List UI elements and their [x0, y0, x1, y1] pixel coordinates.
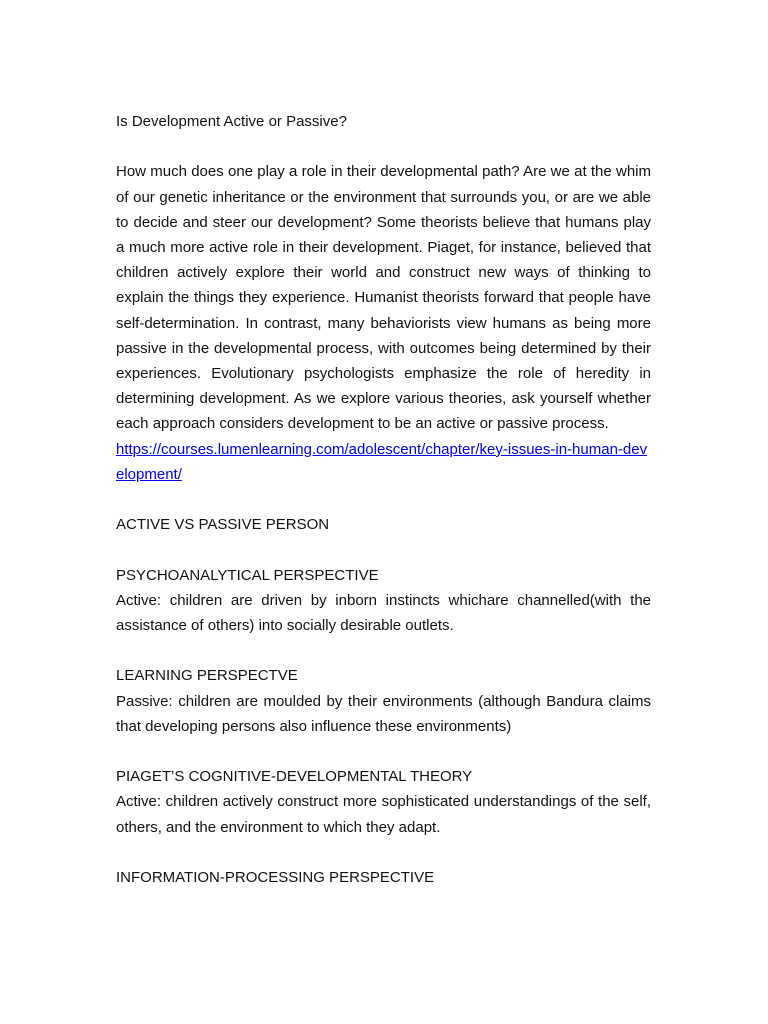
perspective-heading: INFORMATION-PROCESSING PERSPECTIVE — [116, 869, 435, 886]
source-link[interactable]: https://courses.lumenlearning.com/adolescent/chapter/key-issues-in-human-development/ — [116, 440, 648, 483]
perspective-block — [116, 865, 651, 890]
perspective-heading: PIAGET’S COGNITIVE-DEVELOPMENTAL THEORY — [116, 768, 473, 786]
perspective-description: Active: children are driven by inborn instincts whichare channelled(with the assistance of others) into socially desirable outlets. — [116, 591, 651, 635]
document-body — [116, 109, 651, 890]
spacer — [116, 840, 651, 865]
spacer — [116, 537, 651, 562]
perspective-block — [116, 663, 651, 739]
perspective-heading: LEARNING PERSPECTVE — [116, 667, 298, 685]
source-link-wrapper — [116, 437, 651, 487]
spacer — [116, 638, 651, 663]
perspective-block — [116, 563, 651, 639]
perspective-description: Passive: children are moulded by their environments (although Bandura claims that developing persons also influence these environments) — [116, 692, 651, 735]
section-heading: ACTIVE VS PASSIVE PERSON — [116, 516, 330, 534]
perspective-block — [116, 764, 651, 840]
document-title: Is Development Active or Passive? — [116, 113, 347, 130]
intro-paragraph: How much does one play a role in their developmental path? Are we at the whim of our genetic inheritance or the environment that surrounds you, or are we able to decide and steer our development? Some theorists believe that humans play a much more active role in their development. Piaget, for instance, believed that children actively explore their world and construct new ways of thinking to explain the things they experience. Humanist theorists forward that people have self-determination. In contrast, many behaviorists view humans as being more passive in the developmental process, with outcomes being determined by their experiences. Evolutionary psychologists emphasize the role of heredity in determining development. As we explore various theories, ask yourself whether each approach considers development to be an active or passive process. — [116, 163, 651, 433]
perspective-description: Active: children actively construct more sophisticated understandings of the self, others, and the environment to which they adapt. — [116, 793, 651, 836]
spacer — [116, 134, 651, 159]
spacer — [116, 739, 651, 764]
spacer — [116, 487, 651, 512]
perspective-heading: PSYCHOANALYTICAL PERSPECTIVE — [116, 566, 379, 584]
